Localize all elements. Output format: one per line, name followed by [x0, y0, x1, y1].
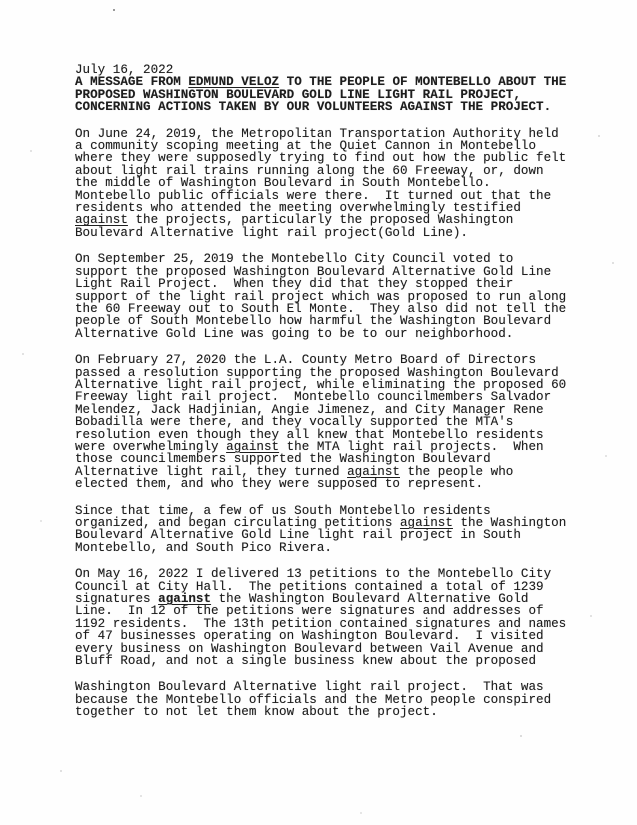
text-segment: passed a resolution supporting the proposed Washington Boulevard [75, 365, 559, 380]
underlined-text: against [226, 439, 280, 454]
underlined-text: EDMUND VELOZ [188, 75, 280, 90]
text-segment: A MESSAGE FROM [75, 75, 189, 90]
text-segment: the Washington Boulevard Alternative Gold [211, 592, 529, 607]
text-line [75, 328, 580, 340]
text-segment: Alternative Gold Line was going to be to our neighborhood. [75, 326, 514, 341]
underlined-text: against [75, 213, 128, 228]
text-segment: signatures [75, 592, 159, 607]
text-segment: Montebello public officials were there. It turned out that the [75, 188, 552, 203]
text-segment: support of the light rail project which was proposed to run along [75, 289, 567, 304]
text-segment: elected them, and who they were supposed to represent. [75, 477, 484, 492]
document-body [75, 64, 580, 733]
text-segment: the projects, particularly the proposed Washington [127, 213, 514, 228]
paragraph-1 [75, 128, 580, 240]
paragraph-2 [75, 253, 580, 340]
text-segment: of 47 businesses operating on Washington Boulevard. I visited [75, 629, 544, 644]
underlined-text: against [347, 464, 400, 479]
text-line [75, 101, 580, 113]
text-segment: because the Montebello officials and the Metro people conspired [75, 692, 552, 707]
text-segment: Since that time, a few of us South Montebello residents [75, 503, 491, 518]
text-segment: Alternative light rail, they turned [75, 464, 348, 479]
text-segment: resolution even though they all knew that Montebello residents [75, 427, 544, 442]
text-segment: Light Rail Project. When they did that they stopped their [75, 277, 514, 292]
text-segment: On September 25, 2019 the Montebello City Council voted to [75, 252, 514, 267]
scan-noise-speckles [0, 0, 2, 2]
text-segment: the 60 Freeway out to South El Monte. They also did not tell the [75, 301, 567, 316]
text-segment: the MTA light rail projects. When [279, 439, 544, 454]
text-segment: Boulevard Alternative Gold Line light rail project in South [75, 528, 521, 543]
text-segment: those councilmembers supported the Washington Boulevard [75, 452, 491, 467]
text-line [75, 227, 580, 239]
text-line [75, 478, 580, 490]
text-segment: the Washington [452, 516, 567, 530]
text-segment: where they were supposedly trying to find out how the public felt [75, 151, 567, 166]
text-line [75, 706, 580, 718]
text-segment: On February 27, 2020 the L.A. County Metro Board of Directors [75, 353, 537, 368]
paragraph-6 [75, 681, 580, 718]
text-segment: Line. In 12 of the petitions were signatures and addresses of [75, 604, 544, 619]
text-segment: every business on Washington Boulevard between Vail Avenue and [75, 641, 544, 656]
text-segment: Boulevard Alternative light rail project(Gold Line). [75, 225, 468, 240]
letter-date: July 16, 2022 [75, 63, 174, 77]
text-segment: the middle of Washington Boulevard in South Montebello. [75, 176, 491, 191]
document-blocks [75, 76, 580, 718]
text-segment: Washington Boulevard Alternative light rail project. That was [75, 680, 544, 695]
underlined-text: against [399, 516, 453, 530]
text-segment: Bobadilla were there, and they vocally supported the MTA's [75, 415, 514, 430]
heading [75, 76, 580, 113]
underlined-text: against [158, 592, 212, 607]
text-segment: CONCERNING ACTIONS TAKEN BY OUR VOLUNTEERS AGAINST THE PROJECT. [75, 100, 552, 115]
text-segment: people of South Montebello how harmful the Washington Boulevard [75, 314, 552, 329]
paragraph-3 [75, 354, 580, 490]
text-segment: Council at City Hall. The petitions contained a total of 1239 [75, 579, 544, 594]
text-line [75, 542, 580, 554]
text-segment: residents who attended the meeting overwhelmingly testified [75, 201, 521, 216]
text-segment: Melendez, Jack Hadjinian, Angie Jimenez, and City Manager Rene [75, 402, 544, 417]
text-segment: Freeway light rail project. Montebello councilmembers Salvador [75, 390, 552, 405]
text-line [75, 655, 580, 667]
text-segment: about light rail trains running along the 60 Freeway, or, down [75, 163, 544, 178]
text-segment: were overwhelmingly [75, 439, 227, 454]
text-segment: a community scoping meeting at the Quiet Cannon in Montebello [75, 139, 537, 154]
text-segment: On June 24, 2019, the Metropolitan Transportation Authority held [75, 126, 559, 141]
text-segment: Alternative light rail project, while eliminating the proposed 60 [75, 377, 567, 392]
text-segment: organized, and began circulating petitions [75, 516, 400, 530]
text-segment: Montebello, and South Pico Rivera. [75, 540, 332, 555]
text-segment: support the proposed Washington Boulevard Alternative Gold Line [75, 264, 552, 279]
text-segment: together to not let them know about the project. [75, 705, 438, 720]
text-segment: PROPOSED WASHINGTON BOULEVARD GOLD LINE LIGHT RAIL PROJECT, [75, 87, 521, 102]
text-segment: On May 16, 2022 I delivered 13 petitions to the Montebello City [75, 567, 552, 582]
text-segment: Bluff Road, and not a single business knew about the proposed [75, 654, 537, 669]
paragraph-5 [75, 568, 580, 667]
text-segment: 1192 residents. The 13th petition contained signatures and names [75, 616, 567, 631]
paragraph-4 [75, 505, 580, 555]
text-segment: TO THE PEOPLE OF MONTEBELLO ABOUT THE [279, 75, 567, 90]
text-segment: the people who [399, 464, 514, 479]
